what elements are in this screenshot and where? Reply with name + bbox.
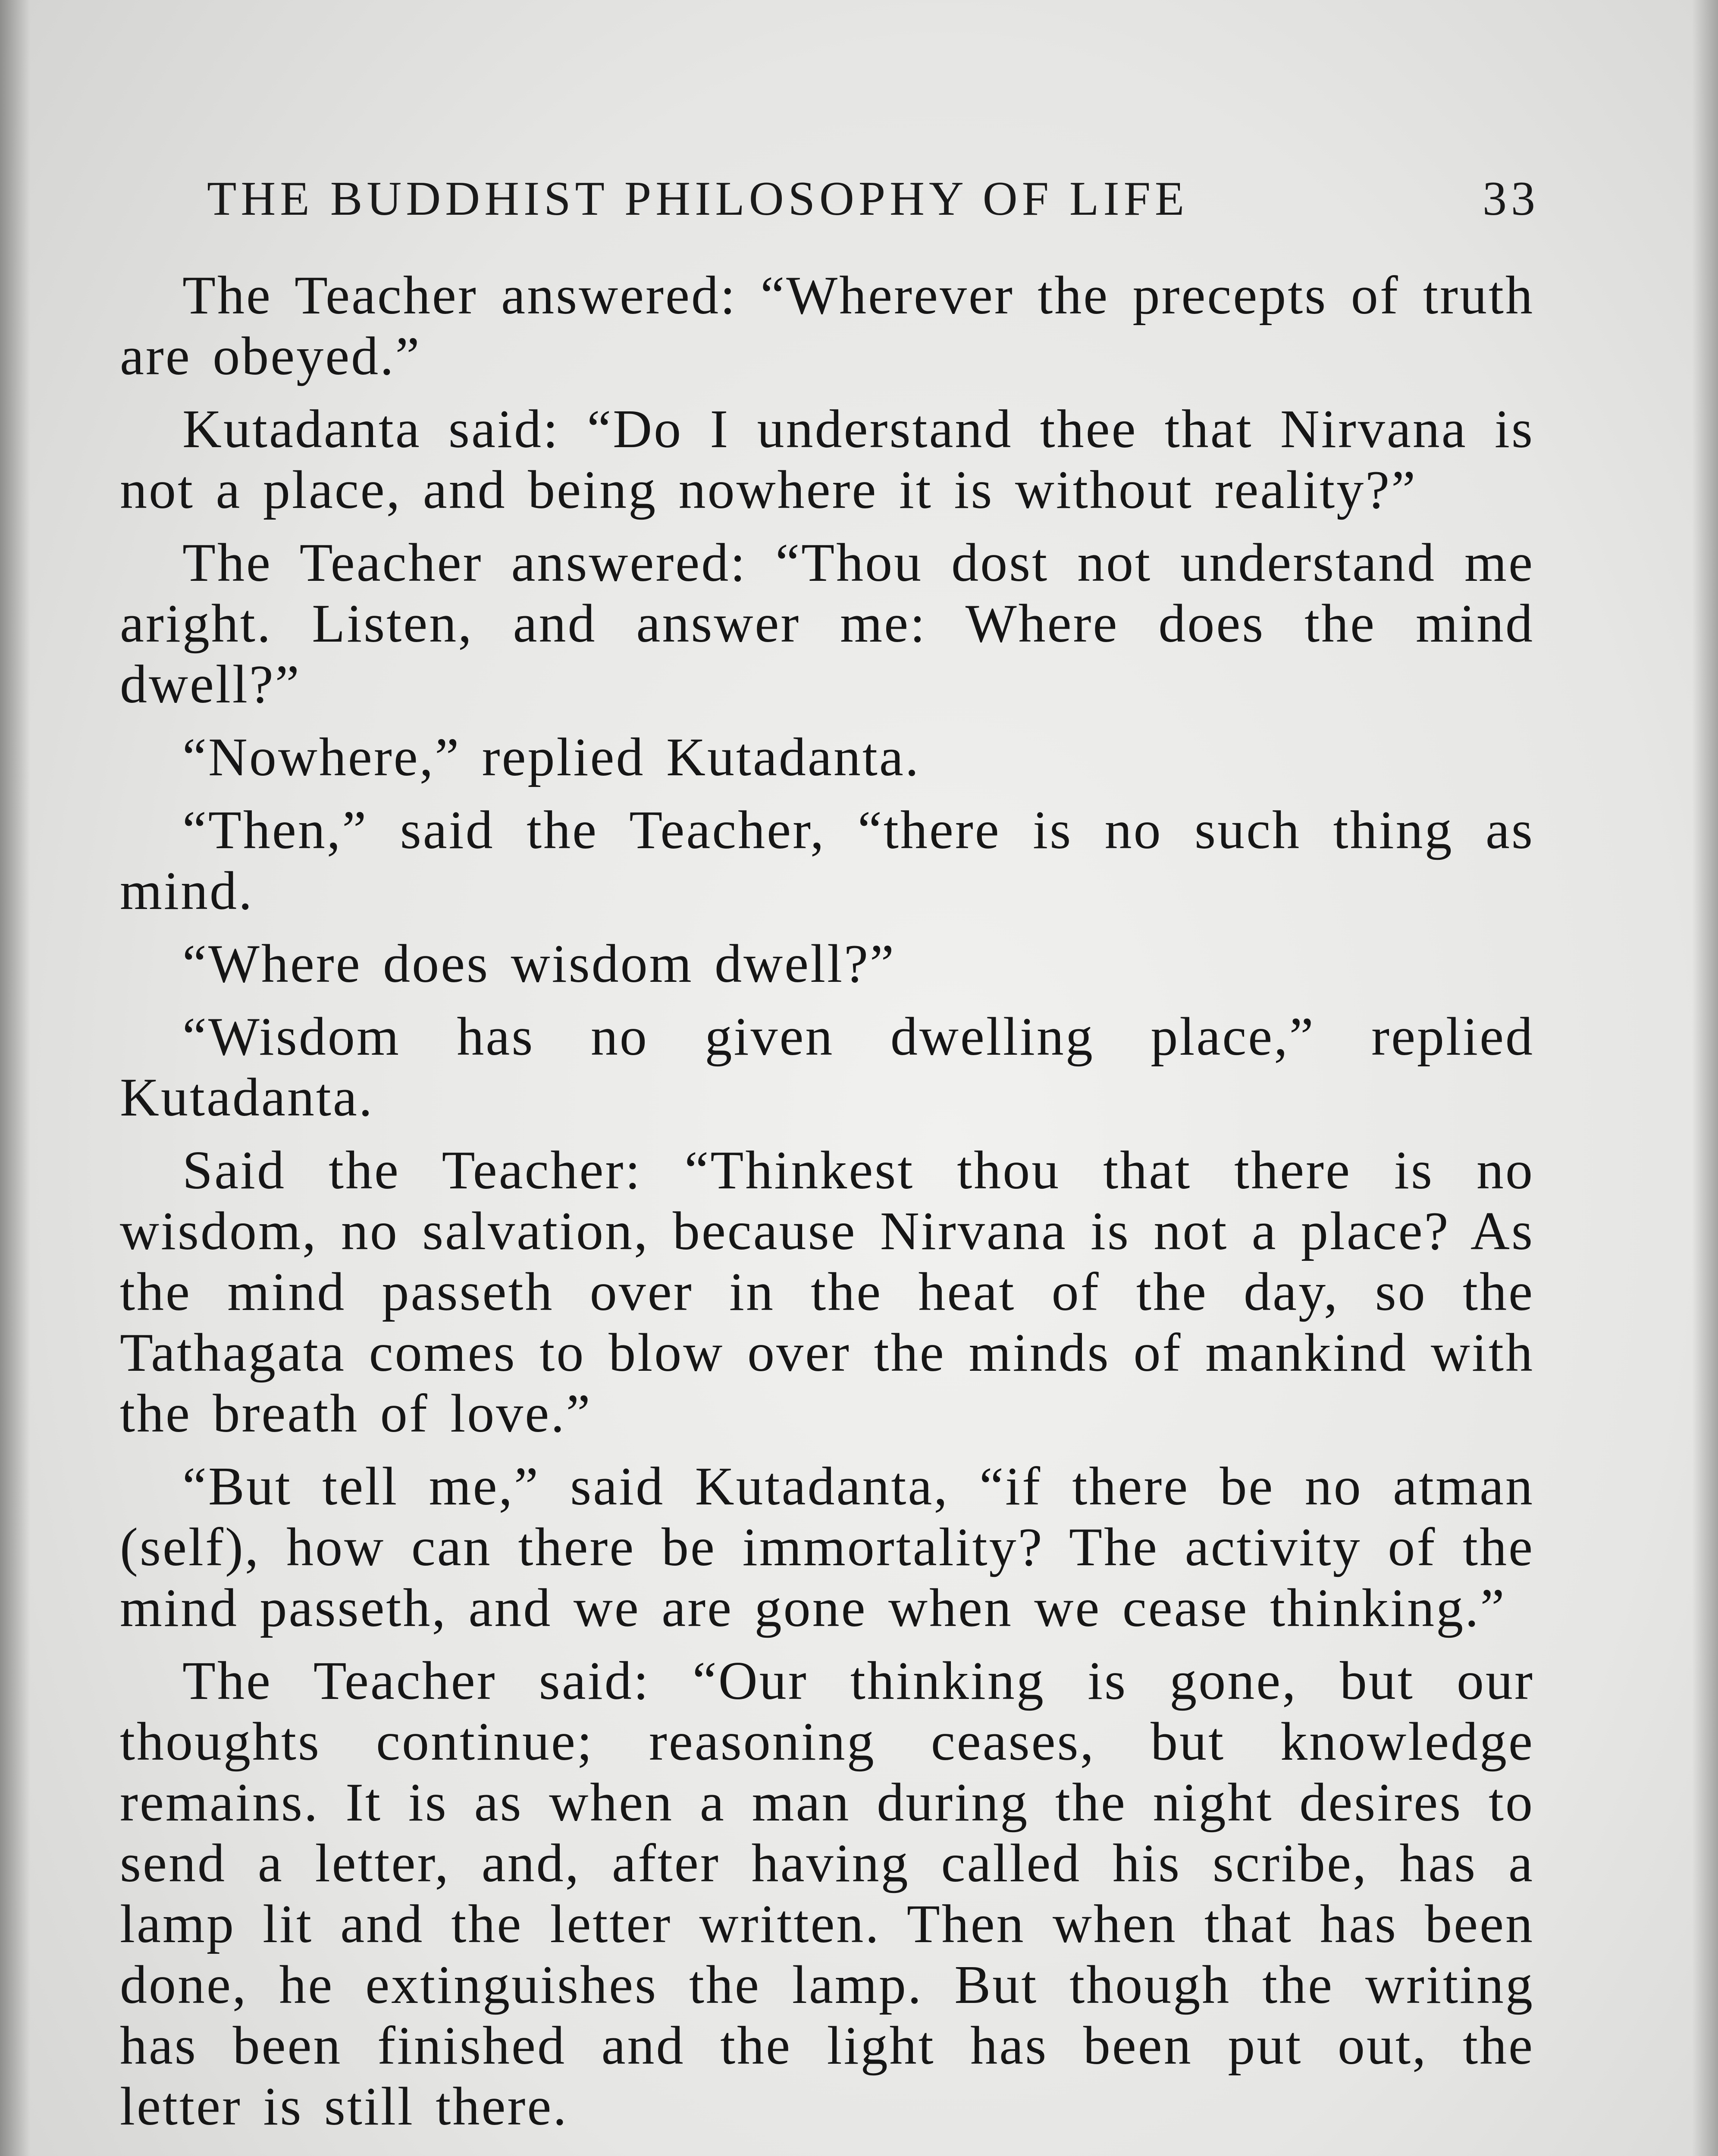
- body-text: [120, 265, 1534, 2149]
- page-gutter-shadow: [0, 0, 30, 2156]
- running-head: [207, 172, 1539, 226]
- paragraph: “Nowhere,” replied Kutadanta.: [182, 727, 921, 787]
- paragraph: The Teacher answered: “Thou dost not understand me aright. Listen, and answer me: Where does the mind dwell?”: [120, 533, 1534, 714]
- paragraph: “Wisdom has no given dwelling place,” replied Kutadanta.: [120, 1007, 1534, 1128]
- paragraph: The Teacher said: “Our thinking is gone, but our thoughts continue; reasoning ceases, but knowledge remains. It is as when a man during the night desires to send a letter, and, after having called his scribe, has a lamp lit and the letter written. Then when that has been done, he extinguishes the lamp. But though the writing has been finished and the light has been put out, the letter is still there.: [120, 1651, 1534, 2137]
- paragraph: “But tell me,” said Kutadanta, “if there be no atman (self), how can there be immortality? The activity of the mind passeth, and we are gone when we cease thinking.”: [120, 1457, 1534, 1638]
- paragraph: Said the Teacher: “Thinkest thou that there is no wisdom, no salvation, because Nirvana is not a place? As the mind passeth over in the heat of the day, so the Tathagata comes to blow over the minds of mankind with the breath of love.”: [120, 1141, 1534, 1444]
- running-title: THE BUDDHIST PHILOSOPHY OF LIFE: [207, 172, 1189, 226]
- paragraph: “Where does wisdom dwell?”: [182, 934, 896, 994]
- page-number: 33: [1483, 172, 1539, 226]
- paragraph: Kutadanta said: “Do I understand thee that Nirvana is not a place, and being nowhere it is without reality?”: [120, 399, 1534, 520]
- page-edge-shadow: [1692, 0, 1718, 2156]
- paragraph: “Then,” said the Teacher, “there is no such thing as mind.: [120, 800, 1534, 921]
- paragraph: The Teacher answered: “Wherever the precepts of truth are obeyed.”: [120, 266, 1534, 386]
